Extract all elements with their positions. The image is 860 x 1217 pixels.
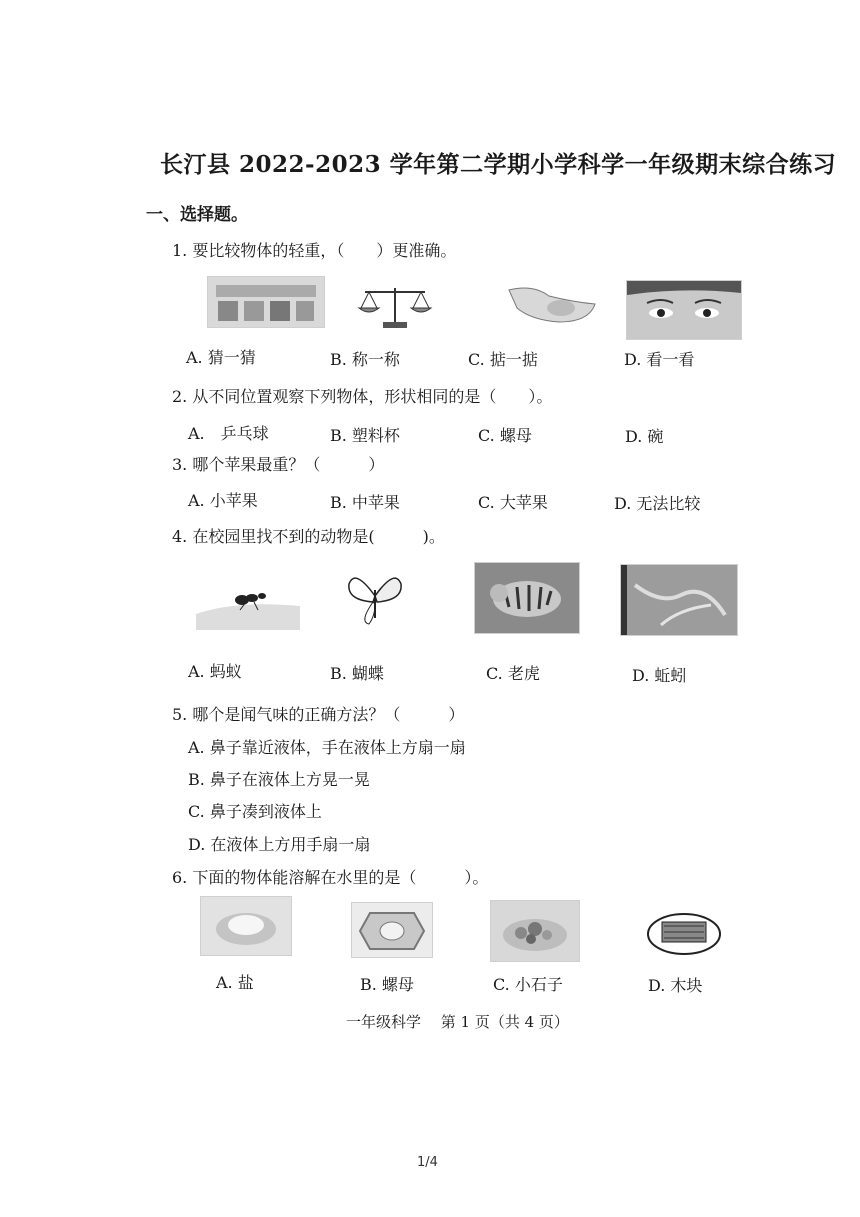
question-5-option-b: B. 鼻子在液体上方晃一晃 (188, 770, 370, 789)
question-1-option-a: A. 猜一猜 (186, 348, 256, 367)
question-4-option-b: B. 蝴蝶 (330, 664, 384, 683)
pebbles-image (490, 900, 580, 962)
question-1-stem: 1. 要比较物体的轻重，（ ）更准确。 (172, 241, 457, 260)
guess-image (207, 276, 325, 328)
question-6-option-d: D. 木块 (648, 976, 703, 995)
question-3-option-b: B. 中苹果 (330, 493, 400, 512)
salt-image (200, 896, 292, 956)
question-2-option-a: A. 乒乓球 (188, 424, 269, 443)
question-6-stem: 6. 下面的物体能溶解在水里的是（ ）。 (172, 868, 489, 887)
question-6-option-a: A. 盐 (216, 973, 254, 992)
question-2-option-b: B. 塑料杯 (330, 426, 400, 445)
question-3-option-a: A. 小苹果 (188, 491, 258, 510)
question-6-option-c: C. 小石子 (493, 975, 563, 994)
wood-block-image (644, 906, 724, 958)
tiger-image (474, 562, 580, 634)
question-1-option-d: D. 看一看 (624, 350, 695, 369)
question-6-option-b: B. 螺母 (360, 975, 414, 994)
question-2-option-d: D. 碗 (625, 427, 664, 446)
question-1-option-b: B. 称一称 (330, 350, 400, 369)
question-5-option-a: A. 鼻子靠近液体，手在液体上方扇一扇 (188, 738, 466, 757)
balance-scale-image (355, 282, 435, 330)
question-3-option-c: C. 大苹果 (478, 493, 548, 512)
question-2-stem: 2. 从不同位置观察下列物体，形状相同的是（ ）。 (172, 387, 553, 406)
eyes-image (626, 280, 742, 340)
question-5-stem: 5. 哪个是闻气味的正确方法？（ ） (172, 705, 465, 724)
question-4-option-d: D. 蚯蚓 (632, 666, 687, 685)
exam-title: 长汀县 2022-2023 学年第二学期小学科学一年级期末综合练习 (160, 151, 837, 178)
question-4-option-c: C. 老虎 (486, 664, 540, 683)
question-1-option-c: C. 掂一掂 (468, 350, 538, 369)
butterfly-image (343, 566, 407, 630)
page-footer: 一年级科学 第 1 页（共 4 页） (346, 1013, 569, 1031)
section-heading: 一、选择题。 (146, 205, 248, 225)
ant-image (196, 580, 300, 630)
earthworm-image (620, 564, 738, 636)
hand-weigh-image (503, 282, 603, 328)
question-4-stem: 4. 在校园里找不到的动物是( )。 (172, 527, 445, 546)
question-2-option-c: C. 螺母 (478, 426, 532, 445)
question-5-option-d: D. 在液体上方用手扇一扇 (188, 835, 371, 854)
nut-image (351, 902, 433, 958)
question-3-option-d: D. 无法比较 (614, 494, 701, 513)
question-4-option-a: A. 蚂蚁 (188, 662, 242, 681)
question-5-option-c: C. 鼻子凑到液体上 (188, 802, 322, 821)
page-indicator: 1/4 (417, 1155, 438, 1170)
question-3-stem: 3. 哪个苹果最重？（ ） (172, 455, 385, 474)
